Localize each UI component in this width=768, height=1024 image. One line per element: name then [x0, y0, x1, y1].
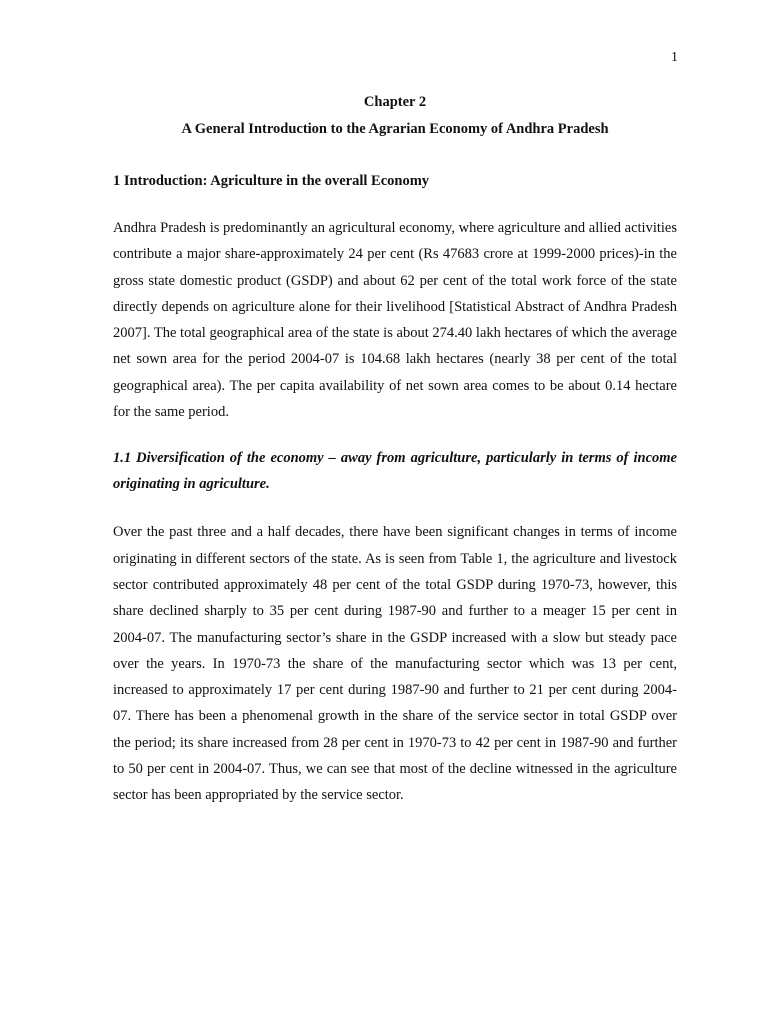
subsection-heading-diversification: 1.1 Diversification of the economy – away from agriculture, particularly in terms of income originating in agriculture.	[113, 450, 677, 493]
page-number: 1	[671, 50, 678, 65]
chapter-label: Chapter 2	[363, 94, 427, 110]
chapter-title: A General Introduction to the Agrarian Economy of Andhra Pradesh	[181, 121, 609, 137]
page-content	[113, 92, 677, 809]
section-heading-introduction: 1 Introduction: Agriculture in the overall Economy	[113, 173, 430, 189]
introduction-paragraph: Andhra Pradesh is predominantly an agricultural economy, where agriculture and allied activities contribute a major share-approximately 24 per cent (Rs 47683 crore at 1999-2000 prices)-in the gross state domestic product (GSDP) and about 62 per cent of the total work force of the state directly depends on agriculture alone for their livelihood [Statistical Abstract of Andhra Pradesh 2007]. The total geographical area of the state is about 274.40 lakh hectares of which the average net sown area for the period 2004-07 is 104.68 lakh hectares (nearly 38 per cent of the total geographical area). The per capita availability of net sown area comes to be about 0.14 hectare for the same period.	[113, 220, 677, 421]
diversification-paragraph: Over the past three and a half decades, there have been significant changes in terms of income originating in different sectors of the state. As is seen from Table 1, the agriculture and livestock sector contributed approximately 48 per cent of the total GSDP during 1970-73, however, this share declined sharply to 35 per cent during 1987-90 and further to a meager 15 per cent in 2004-07. The manufacturing sector’s share in the GSDP increased with a slow but steady pace over the years. In 1970-73 the share of the manufacturing sector which was 13 per cent, increased to approximately 17 per cent during 1987-90 and further to 21 per cent during 2004-07. There has been a phenomenal growth in the share of the service sector in total GSDP over the period; its share increased from 28 per cent in 1970-73 to 42 per cent in 1987-90 and further to 50 per cent in 2004-07. Thus, we can see that most of the decline witnessed in the agriculture sector has been appropriated by the service sector.	[113, 524, 677, 804]
